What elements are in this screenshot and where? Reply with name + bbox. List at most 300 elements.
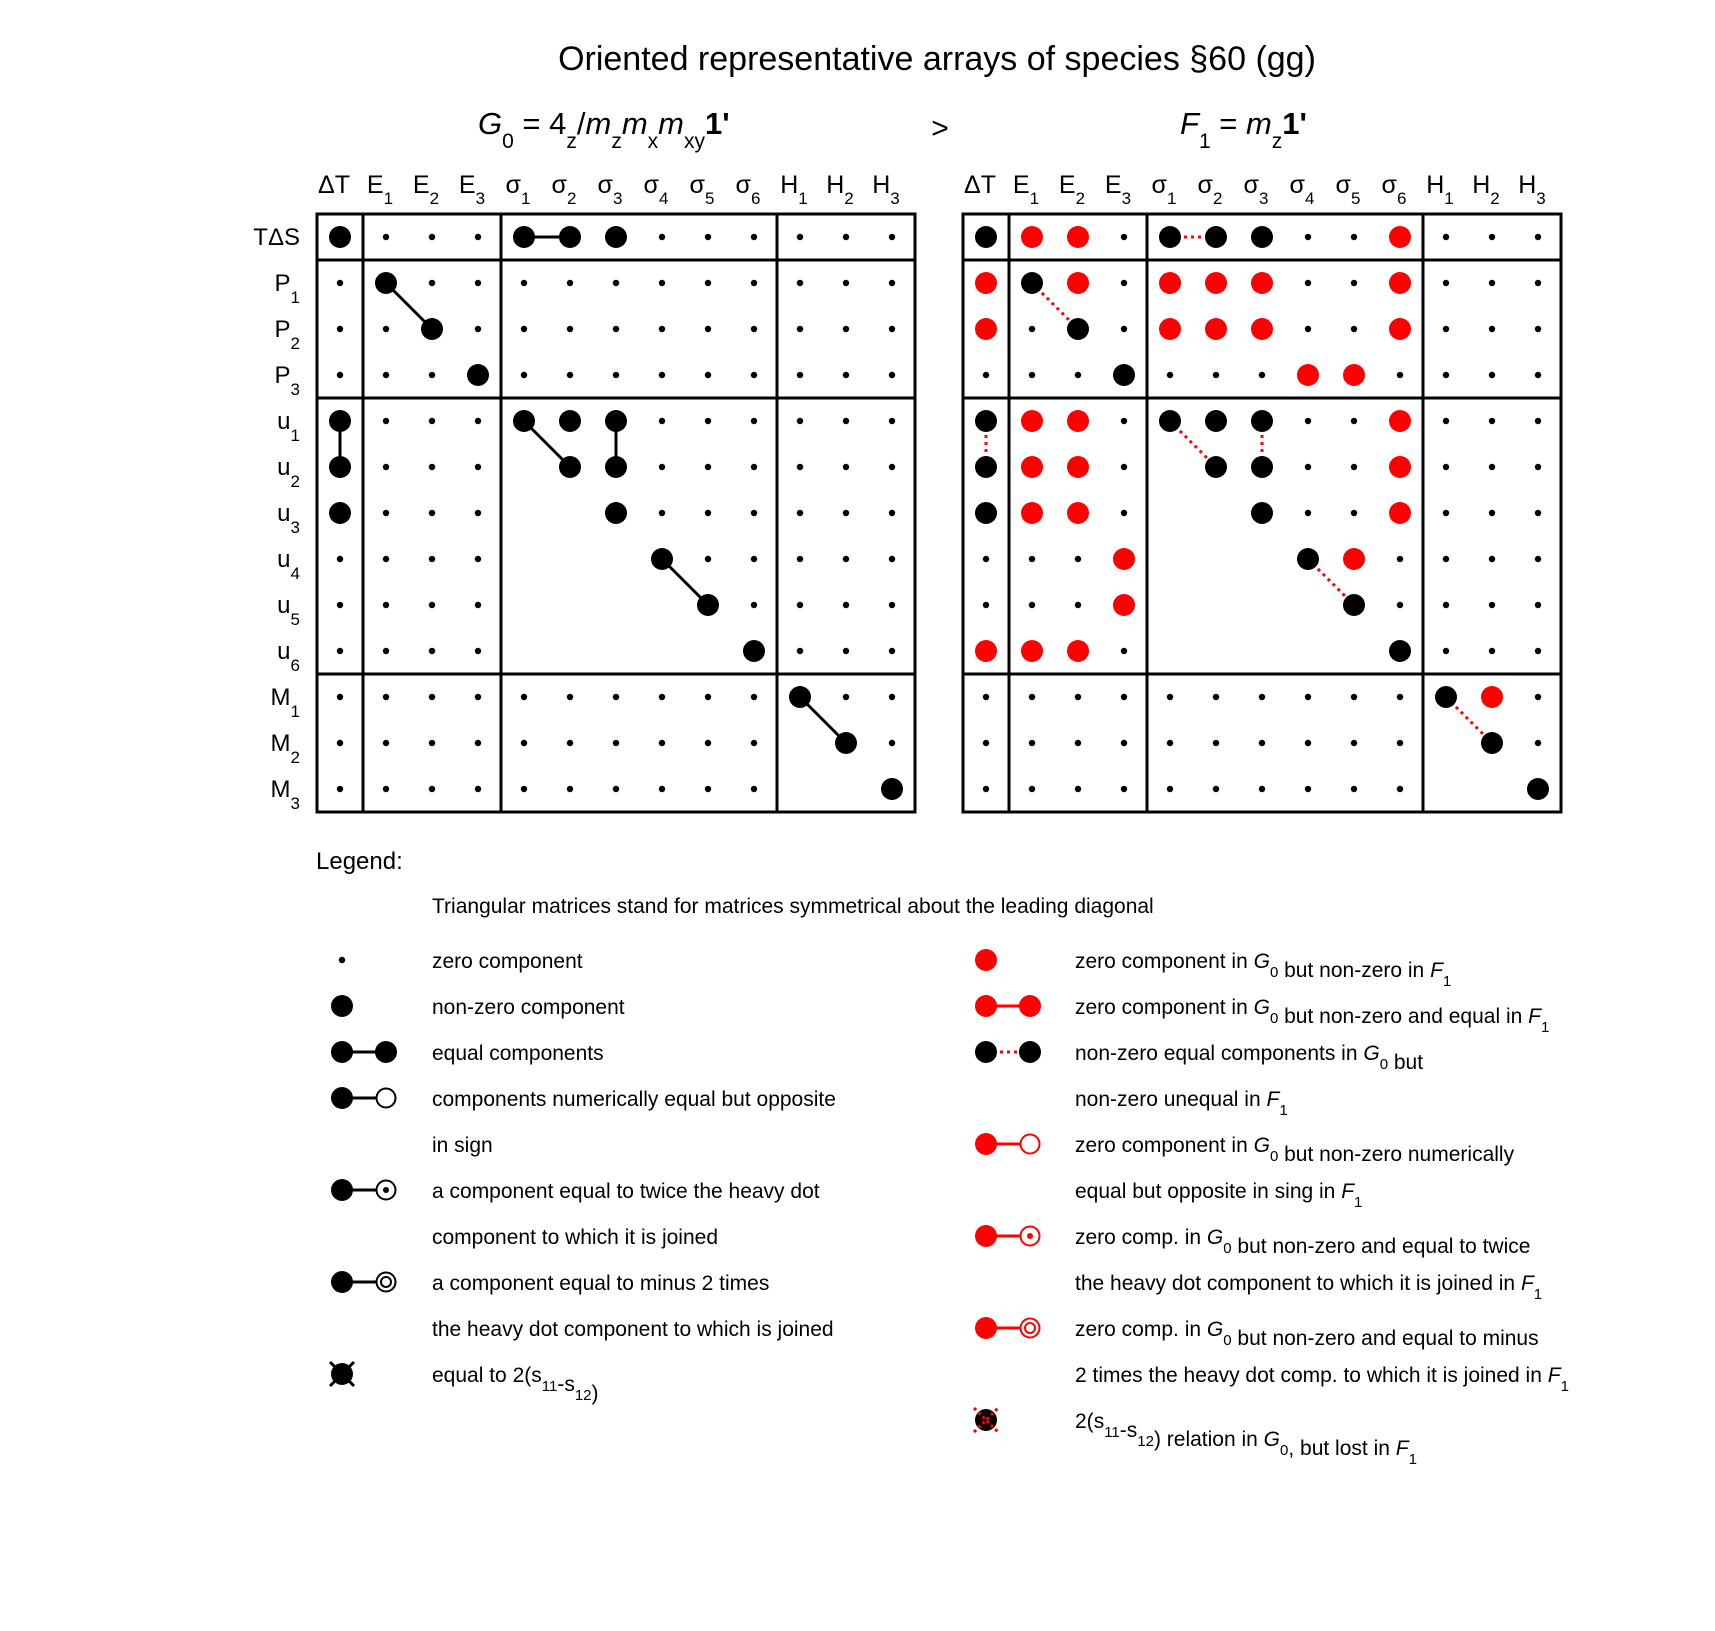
zero-component — [521, 694, 527, 700]
nonzero-component — [975, 226, 997, 248]
zero-component — [797, 234, 803, 240]
zero-component — [337, 372, 343, 378]
row-header: $u_4$ — [277, 546, 300, 583]
zero-in-G0-nonzero-in-F1 — [1113, 548, 1135, 570]
zero-component — [1443, 280, 1449, 286]
zero-component — [429, 280, 435, 286]
zero-component — [429, 372, 435, 378]
zero-in-G0-nonzero-in-F1 — [1389, 410, 1411, 432]
column-header: $E_3$ — [458, 171, 486, 208]
zero-component — [475, 648, 481, 654]
zero-component — [475, 234, 481, 240]
zero-component — [475, 602, 481, 608]
nonzero-component — [605, 502, 627, 524]
zero-in-G0-nonzero-in-F1 — [1389, 318, 1411, 340]
zero-component — [843, 418, 849, 424]
zero-component — [659, 510, 665, 516]
legend-label: zero component in $G_0$ but non-zero in $F_1$ — [1075, 950, 1452, 990]
zero-component — [337, 694, 343, 700]
row-header: $u_6$ — [277, 638, 300, 675]
nonzero-component — [1067, 318, 1089, 340]
zero-component — [1029, 740, 1035, 746]
column-header: $\sigma_1$ — [1151, 171, 1177, 208]
row-header: $u_1$ — [277, 408, 300, 445]
zero-component — [843, 234, 849, 240]
zero-component — [659, 464, 665, 470]
right-matrix-F1 — [963, 171, 1561, 812]
zero-in-G0-nonzero-in-F1 — [1067, 640, 1089, 662]
nonzero-component — [1205, 226, 1227, 248]
column-header: $\sigma_4$ — [643, 171, 669, 208]
zero-component — [797, 326, 803, 332]
column-header: $\sigma_3$ — [597, 171, 623, 208]
zero-component — [1075, 372, 1081, 378]
zero-component — [843, 326, 849, 332]
zero-component — [1305, 326, 1311, 332]
zero-component — [1121, 418, 1127, 424]
zero-in-G0-nonzero-in-F1 — [1067, 456, 1089, 478]
legend-entry — [975, 1225, 1542, 1303]
zero-component — [1443, 556, 1449, 562]
zero-component — [1259, 372, 1265, 378]
zero-component — [383, 418, 389, 424]
zero-component — [1443, 648, 1449, 654]
zero-component — [1075, 786, 1081, 792]
zero-component — [659, 326, 665, 332]
zero-component — [1489, 464, 1495, 470]
row-header: $M_3$ — [270, 776, 300, 813]
zero-component — [1489, 556, 1495, 562]
nonzero-component — [605, 410, 627, 432]
zero-component — [475, 280, 481, 286]
zero-component — [843, 556, 849, 562]
legend-symbol — [975, 1317, 1040, 1339]
zero-component — [521, 326, 527, 332]
legend-symbol — [331, 995, 353, 1017]
nonzero-component — [1251, 502, 1273, 524]
zero-in-G0-nonzero-in-F1 — [1021, 456, 1043, 478]
zero-component — [705, 372, 711, 378]
nonzero-component — [975, 410, 997, 432]
zero-component — [1029, 786, 1035, 792]
zero-component — [751, 464, 757, 470]
column-header: ΔT — [964, 171, 996, 199]
zero-component — [383, 602, 389, 608]
nonzero-component — [1159, 410, 1181, 432]
zero-component — [521, 372, 527, 378]
zero-component — [705, 234, 711, 240]
zero-component — [429, 418, 435, 424]
zero-in-G0-nonzero-in-F1 — [1021, 640, 1043, 662]
zero-in-G0-nonzero-in-F1 — [1021, 226, 1043, 248]
zero-component — [1535, 234, 1541, 240]
legend-symbol — [331, 1087, 396, 1109]
zero-component — [751, 510, 757, 516]
legend-left-column — [330, 950, 836, 1405]
column-header: $\sigma_2$ — [1197, 171, 1223, 208]
column-header: $E_1$ — [366, 171, 394, 208]
zero-component — [337, 786, 343, 792]
zero-component — [1535, 740, 1541, 746]
zero-component — [889, 464, 895, 470]
column-header: $\sigma_5$ — [1335, 171, 1361, 208]
column-header: $H_2$ — [826, 171, 854, 208]
zero-component — [889, 234, 895, 240]
row-header: TΔS — [253, 224, 300, 251]
zero-component — [613, 280, 619, 286]
column-header: $\sigma_6$ — [1381, 171, 1407, 208]
zero-component — [797, 418, 803, 424]
zero-component — [797, 648, 803, 654]
left-matrix-G0 — [317, 171, 915, 812]
zero-component — [705, 694, 711, 700]
nonzero-component — [559, 410, 581, 432]
zero-component — [659, 694, 665, 700]
legend-label: the heavy dot component to which is joined — [432, 1318, 834, 1341]
column-header: $E_2$ — [1058, 171, 1086, 208]
zero-component — [1029, 556, 1035, 562]
legend-label: components numerically equal but opposite — [432, 1088, 836, 1111]
zero-component — [613, 694, 619, 700]
zero-component — [889, 510, 895, 516]
zero-component — [751, 234, 757, 240]
column-header: ΔT — [318, 171, 350, 199]
zero-component — [659, 740, 665, 746]
zero-component — [1121, 740, 1127, 746]
zero-component — [475, 786, 481, 792]
zero-component — [1029, 602, 1035, 608]
zero-in-G0-nonzero-in-F1 — [975, 318, 997, 340]
zero-component — [1397, 740, 1403, 746]
zero-component — [1259, 786, 1265, 792]
zero-component — [1121, 510, 1127, 516]
zero-component — [1351, 464, 1357, 470]
zero-component — [1443, 464, 1449, 470]
zero-component — [751, 740, 757, 746]
nonzero-component — [467, 364, 489, 386]
zero-component — [843, 510, 849, 516]
nonzero-component — [743, 640, 765, 662]
nonzero-component — [1297, 548, 1319, 570]
zero-component — [383, 694, 389, 700]
zero-in-G0-nonzero-in-F1 — [1205, 272, 1227, 294]
zero-component — [1443, 372, 1449, 378]
zero-component — [889, 648, 895, 654]
nonzero-component — [1205, 456, 1227, 478]
legend-symbol — [974, 1408, 998, 1432]
legend-symbol — [975, 995, 1041, 1017]
zero-component — [889, 740, 895, 746]
zero-component — [1305, 418, 1311, 424]
zero-component — [1535, 372, 1541, 378]
left-group-label — [478, 106, 730, 153]
zero-component — [475, 464, 481, 470]
nonzero-component — [329, 226, 351, 248]
zero-component — [705, 326, 711, 332]
row-header: $P_1$ — [274, 270, 300, 307]
zero-component — [705, 786, 711, 792]
zero-component — [751, 280, 757, 286]
column-header: $H_2$ — [1472, 171, 1500, 208]
legend-label: equal to $2(s_{11}-s_{12})$ — [432, 1364, 599, 1405]
zero-component — [1121, 326, 1127, 332]
legend-entry — [331, 1087, 836, 1157]
relation-symbol: > — [931, 112, 949, 145]
zero-component — [1213, 694, 1219, 700]
legend-label: non-zero component — [432, 996, 625, 1019]
zero-component — [1075, 556, 1081, 562]
svg-text:F1 = mz1': $F_1 = m_z1'$ — [1180, 106, 1307, 153]
zero-component — [1351, 740, 1357, 746]
column-header: $H_1$ — [1426, 171, 1454, 208]
zero-component — [567, 694, 573, 700]
legend-label: zero component in $G_0$ but non-zero numerically — [1075, 1134, 1515, 1166]
nonzero-component — [975, 456, 997, 478]
column-header: $E_2$ — [412, 171, 440, 208]
zero-component — [1259, 740, 1265, 746]
nonzero-component — [835, 732, 857, 754]
zero-component — [337, 648, 343, 654]
zero-component — [797, 372, 803, 378]
zero-in-G0-nonzero-in-F1 — [1389, 502, 1411, 524]
zero-component — [889, 372, 895, 378]
zero-component — [751, 372, 757, 378]
zero-component — [797, 556, 803, 562]
column-header: $H_3$ — [872, 171, 900, 208]
zero-in-G0-nonzero-in-F1 — [1251, 318, 1273, 340]
zero-component — [1351, 234, 1357, 240]
zero-component — [337, 326, 343, 332]
nonzero-component — [375, 272, 397, 294]
nonzero-component — [1251, 410, 1273, 432]
column-header: $\sigma_5$ — [689, 171, 715, 208]
zero-component — [383, 556, 389, 562]
zero-component — [889, 418, 895, 424]
column-header: $E_3$ — [1104, 171, 1132, 208]
legend-symbol — [331, 1041, 397, 1063]
nonzero-component — [605, 456, 627, 478]
legend-symbol — [975, 949, 997, 971]
zero-component — [1075, 740, 1081, 746]
zero-component — [705, 740, 711, 746]
nonzero-component — [1205, 410, 1227, 432]
zero-component — [1121, 464, 1127, 470]
zero-component — [1535, 602, 1541, 608]
zero-component — [705, 510, 711, 516]
zero-component — [1029, 372, 1035, 378]
zero-component — [1489, 234, 1495, 240]
zero-in-G0-nonzero-in-F1 — [1389, 456, 1411, 478]
nonzero-component — [559, 226, 581, 248]
legend-symbol — [975, 1041, 1041, 1063]
legend-label: component to which it is joined — [432, 1226, 718, 1249]
zero-component — [983, 372, 989, 378]
zero-in-G0-nonzero-in-F1 — [1481, 686, 1503, 708]
zero-component — [1535, 418, 1541, 424]
zero-component — [983, 694, 989, 700]
row-header: $u_2$ — [277, 454, 300, 491]
nonzero-component — [329, 456, 351, 478]
zero-component — [843, 280, 849, 286]
zero-component — [429, 786, 435, 792]
legend-entry — [975, 995, 1549, 1036]
zero-component — [889, 556, 895, 562]
zero-in-G0-nonzero-in-F1 — [1067, 272, 1089, 294]
zero-in-G0-nonzero-in-F1 — [1389, 226, 1411, 248]
zero-component — [751, 326, 757, 332]
zero-in-G0-nonzero-in-F1 — [1067, 502, 1089, 524]
legend-label: a component equal to minus 2 times — [432, 1272, 770, 1295]
zero-component — [475, 694, 481, 700]
zero-component — [843, 464, 849, 470]
zero-component — [659, 234, 665, 240]
legend-symbol — [339, 957, 345, 963]
nonzero-component — [697, 594, 719, 616]
nonzero-component — [329, 502, 351, 524]
legend-entry — [975, 1133, 1515, 1211]
row-header: $M_1$ — [270, 684, 300, 721]
zero-component — [1167, 694, 1173, 700]
zero-component — [1397, 602, 1403, 608]
zero-component — [1489, 418, 1495, 424]
zero-component — [1351, 694, 1357, 700]
legend-symbol — [975, 1133, 1040, 1155]
legend-label: 2 times the heavy dot comp. to which it is joined in $F_1$ — [1075, 1364, 1569, 1395]
zero-component — [1397, 556, 1403, 562]
zero-component — [1305, 280, 1311, 286]
legend-label: non-zero equal components in $G_0$ but — [1075, 1042, 1424, 1074]
zero-component — [1305, 740, 1311, 746]
legend-entry — [339, 950, 583, 973]
zero-component — [889, 694, 895, 700]
zero-component — [751, 694, 757, 700]
legend-entry — [331, 1179, 820, 1249]
legend-symbol — [975, 1225, 1040, 1247]
zero-component — [337, 556, 343, 562]
zero-in-G0-nonzero-in-F1 — [1021, 502, 1043, 524]
legend-label: $2(s_{11}-s_{12})$ relation in $G_0$, but lost in $F_1$ — [1075, 1410, 1417, 1468]
nonzero-component — [559, 456, 581, 478]
zero-component — [1121, 786, 1127, 792]
legend-entry — [331, 995, 625, 1019]
zero-component — [1213, 786, 1219, 792]
zero-component — [843, 602, 849, 608]
zero-component — [383, 234, 389, 240]
zero-component — [1029, 326, 1035, 332]
legend-label: a component equal to twice the heavy dot — [432, 1180, 820, 1203]
nonzero-component — [1527, 778, 1549, 800]
zero-component — [383, 510, 389, 516]
zero-component — [797, 464, 803, 470]
zero-component — [797, 510, 803, 516]
zero-component — [1535, 326, 1541, 332]
zero-component — [613, 372, 619, 378]
zero-component — [1443, 418, 1449, 424]
row-header: $P_3$ — [274, 362, 300, 399]
zero-in-G0-nonzero-in-F1 — [1067, 226, 1089, 248]
zero-component — [1489, 602, 1495, 608]
nonzero-component — [789, 686, 811, 708]
zero-component — [1305, 694, 1311, 700]
legend-entry — [331, 1041, 604, 1065]
zero-component — [1121, 648, 1127, 654]
column-header: $\sigma_2$ — [551, 171, 577, 208]
zero-component — [1397, 694, 1403, 700]
zero-in-G0-nonzero-in-F1 — [1251, 272, 1273, 294]
zero-component — [613, 786, 619, 792]
nonzero-component — [1021, 272, 1043, 294]
legend-label: equal but opposite in sing in $F_1$ — [1075, 1180, 1363, 1211]
column-header: $\sigma_6$ — [735, 171, 761, 208]
legend-right-column — [974, 949, 1569, 1468]
zero-component — [429, 740, 435, 746]
zero-component — [889, 602, 895, 608]
zero-component — [1489, 326, 1495, 332]
nonzero-component — [1343, 594, 1365, 616]
legend-label: zero comp. in $G_0$ but non-zero and equal to twice — [1075, 1226, 1531, 1258]
column-header: $H_1$ — [780, 171, 808, 208]
zero-component — [1535, 694, 1541, 700]
zero-component — [751, 602, 757, 608]
zero-in-G0-nonzero-in-F1 — [1343, 364, 1365, 386]
zero-component — [429, 234, 435, 240]
row-labels — [253, 224, 300, 813]
zero-in-G0-nonzero-in-F1 — [1343, 548, 1365, 570]
zero-component — [889, 280, 895, 286]
row-header: $M_2$ — [270, 730, 300, 767]
zero-component — [383, 740, 389, 746]
zero-component — [383, 326, 389, 332]
nonzero-component — [513, 226, 535, 248]
zero-component — [475, 510, 481, 516]
nonzero-component — [1251, 226, 1273, 248]
nonzero-component — [1251, 456, 1273, 478]
zero-component — [567, 740, 573, 746]
zero-component — [383, 464, 389, 470]
zero-in-G0-nonzero-in-F1 — [1067, 410, 1089, 432]
zero-component — [705, 464, 711, 470]
zero-component — [797, 280, 803, 286]
legend-entry — [331, 1271, 834, 1341]
legend-label: zero component in $G_0$ but non-zero and equal in $F_1$ — [1075, 996, 1550, 1036]
zero-component — [659, 418, 665, 424]
legend-entry — [975, 1041, 1423, 1119]
nonzero-component — [1389, 640, 1411, 662]
zero-component — [1351, 326, 1357, 332]
zero-component — [1305, 234, 1311, 240]
zero-component — [613, 740, 619, 746]
column-header: $E_1$ — [1012, 171, 1040, 208]
zero-component — [1259, 694, 1265, 700]
zero-component — [1351, 418, 1357, 424]
zero-component — [429, 602, 435, 608]
nonzero-component — [881, 778, 903, 800]
zero-component — [613, 326, 619, 332]
zero-component — [1489, 280, 1495, 286]
legend-entry — [975, 1317, 1569, 1395]
nonzero-component — [651, 548, 673, 570]
zero-component — [889, 326, 895, 332]
column-header: $\sigma_4$ — [1289, 171, 1315, 208]
zero-in-G0-nonzero-in-F1 — [1389, 272, 1411, 294]
right-group-label — [1180, 106, 1307, 153]
zero-component — [1213, 740, 1219, 746]
zero-component — [1305, 786, 1311, 792]
zero-component — [1397, 786, 1403, 792]
zero-component — [475, 556, 481, 562]
column-header: $H_3$ — [1518, 171, 1546, 208]
zero-component — [1305, 510, 1311, 516]
